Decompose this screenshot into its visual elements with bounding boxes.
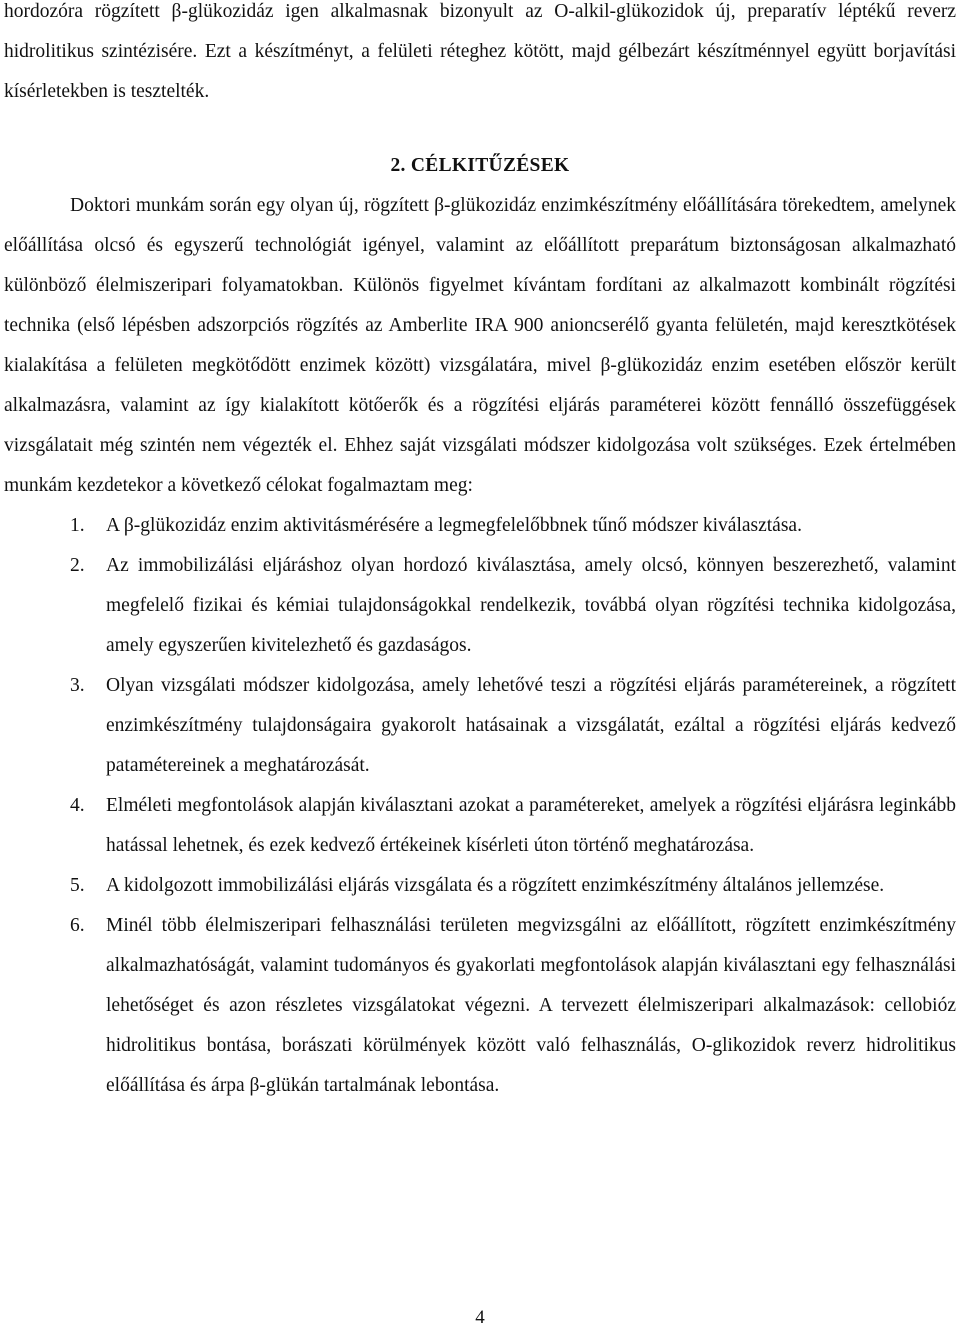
goal-item-4 xyxy=(4,786,956,866)
document-page xyxy=(4,0,956,1106)
goal-number: 1. xyxy=(70,515,85,536)
goal-text: Az immobilizálási eljáráshoz olyan hordozó kiválasztása, amely olcsó, könnyen beszerezhető, valamint megfelelő fizikai és kémiai tulajdonságokkal rendelkezik, továbbá olyan rögzítési technika kidolgozása, amely egyszerűen kivitelezhető és gazdaságos. xyxy=(106,555,956,656)
goal-number: 2. xyxy=(70,555,85,576)
goal-number: 6. xyxy=(70,915,85,936)
goal-text: Elméleti megfontolások alapján kiválasztani azokat a paramétereket, amelyek a rögzítési eljárásra leginkább hatással lehetnek, és ezek kedvező értékeinek kísérleti úton történő meghatározása. xyxy=(106,795,956,856)
intro-paragraph: hordozóra rögzített β-glükozidáz igen alkalmasnak bizonyult az O-alkil-glükozidok új, preparatív léptékű reverz hidrolitikus szintézisére. Ezt a készítményt, a felületi réteghez kötött, majd gélbezárt készítménnyel együtt borjavítási kísérletekben is tesztelték. xyxy=(4,1,956,102)
goal-number: 5. xyxy=(70,875,85,896)
goal-text: A β-glükozidáz enzim aktivitásmérésére a legmegfelelőbbnek tűnő módszer kiválasztása. xyxy=(106,515,802,536)
goal-text: Olyan vizsgálati módszer kidolgozása, amely lehetővé teszi a rögzítési eljárás paramétereinek, a rögzített enzimkészítmény tulajdonságaira gyakorolt hatásainak a vizsgálatát, ezáltal a rögzítési eljárás kedvező patamétereinek a meghatározását. xyxy=(106,675,956,776)
goal-item-2 xyxy=(4,546,956,666)
goal-item-1 xyxy=(4,506,956,546)
goal-item-5 xyxy=(4,866,956,906)
goal-number: 3. xyxy=(70,675,85,696)
section-body-paragraph: Doktori munkám során egy olyan új, rögzített β-glükozidáz enzimkészítmény előállítására törekedtem, amelynek előállítása olcsó és egyszerű technológiát igényel, valamint az előállított preparátum biztonságosan alkalmazható különböző élelmiszeripari folyamatokban. Különös figyelmet kívántam fordítani az alkalmazott kombinált rögzítési technika (első lépésben adszorpciós rögzítés az Amberlite IRA 900 anioncserélő gyanta felületén, majd keresztkötések kialakítása a felületen megkötődött enzimek között) vizsgálatára, mivel β-glükozidáz enzim esetében először került alkalmazásra, valamint az így kialakított kötőerők és a rögzítési eljárás paraméterei között fennálló összefüggések vizsgálatait még szintén nem végezték el. Ehhez saját vizsgálati módszer kidolgozása volt szükséges. Ezek értelmében munkám kezdetekor a következő célokat fogalmaztam meg: xyxy=(4,195,956,496)
goal-item-3 xyxy=(4,666,956,786)
section-title: 2. CÉLKITŰZÉSEK xyxy=(390,155,570,176)
goal-text: A kidolgozott immobilizálási eljárás vizsgálata és a rögzített enzimkészítmény általános jellemzése. xyxy=(106,875,885,896)
page-number: 4 xyxy=(475,1307,485,1328)
goal-text: Minél több élelmiszeripari felhasználási területen megvizsgálni az előállított, rögzített enzimkészítmény alkalmazhatóságát, valamint tudományos és gyakorlati megfontolások alapján kiválasztani egy felhasználási lehetőséget és azon részletes vizsgálatokat végezni. A tervezett élelmiszeripari alkalmazások: cellobióz hidrolitikus bontása, borászati körülmények között való felhasználás, O-glikozidok reverz hidrolitikus előállítása és árpa β-glükán tartalmának lebontása. xyxy=(106,915,956,1096)
goal-number: 4. xyxy=(70,795,85,816)
goal-item-6 xyxy=(4,906,956,1106)
goals-list xyxy=(4,506,956,1106)
